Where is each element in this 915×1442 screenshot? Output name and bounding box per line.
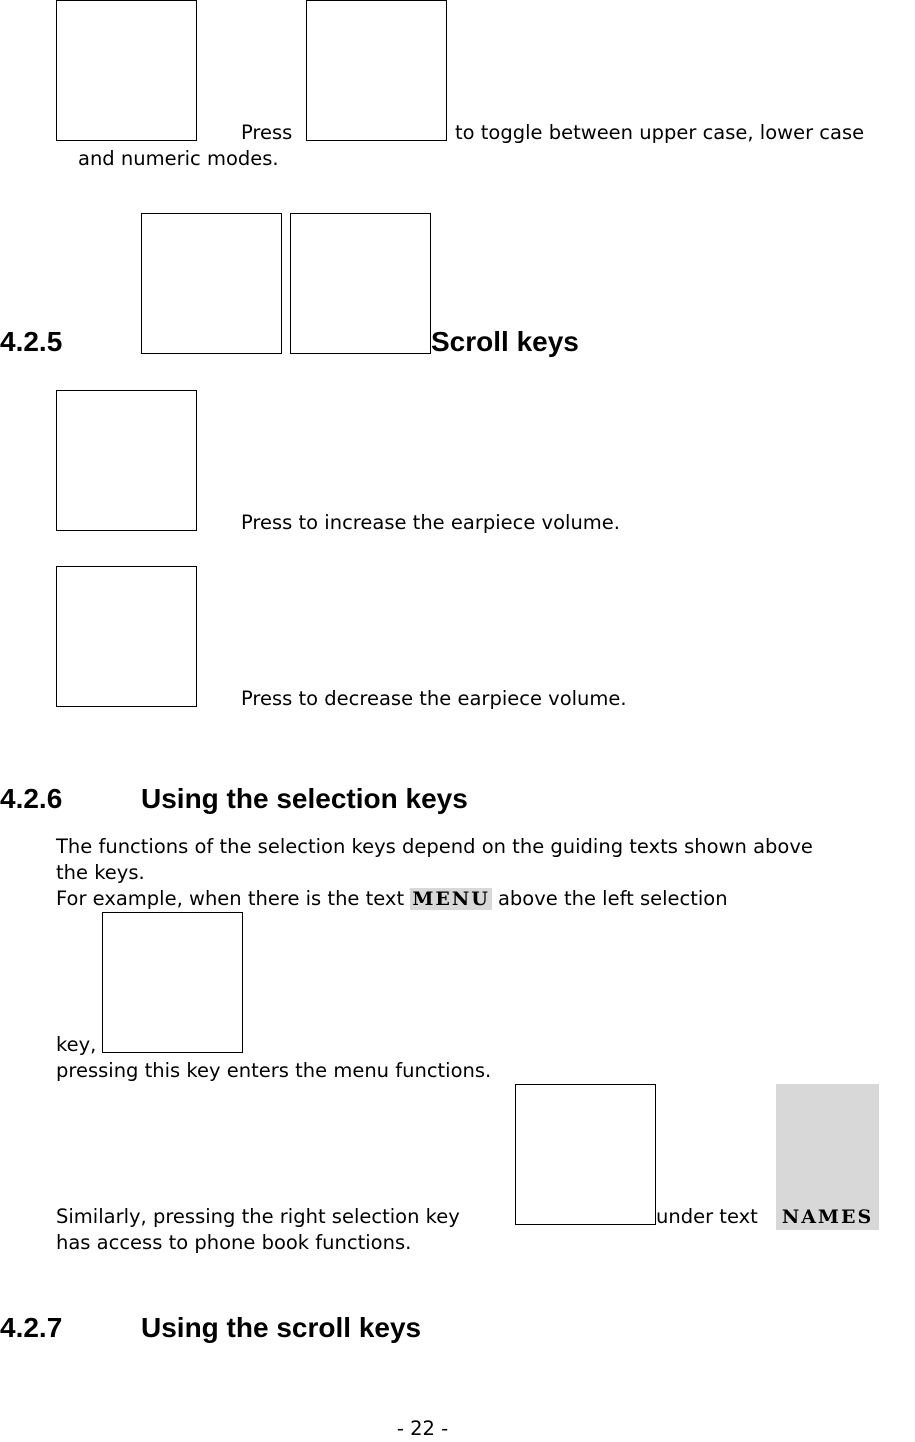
volume-up-key-image (56, 390, 197, 531)
names-softkey-label: NAMES (781, 1206, 874, 1228)
section-title: Scroll keys (431, 326, 579, 357)
example-text-post: above the left selection (497, 887, 728, 910)
decrease-volume-text: Press to decrease the earpiece volume. (241, 687, 627, 710)
similarly-text: Similarly, pressing the right selection key (56, 1205, 460, 1228)
scroll-up-key-image (141, 213, 282, 354)
left-selection-key-image (102, 912, 243, 1053)
section-number: 4.2.6 (0, 783, 63, 814)
section-title: Using the scroll keys (141, 1312, 422, 1343)
press-word: Press (241, 121, 293, 144)
key-image-placeholder (306, 0, 447, 141)
example-line (56, 886, 728, 912)
section-number: 4.2.7 (0, 1312, 63, 1343)
under-text: under text (656, 1205, 758, 1228)
section-number: 4.2.5 (0, 326, 63, 357)
section-title: Using the selection keys (141, 783, 468, 814)
key-word: key, (56, 1033, 97, 1056)
menu-softkey-label: MENU (412, 888, 490, 910)
pressing-text: pressing this key enters the menu functions. (56, 1059, 492, 1082)
section-heading (0, 1312, 421, 1344)
volume-down-key-image (56, 566, 197, 707)
paragraph-line: the keys. (56, 861, 145, 884)
toggle-description: to toggle between upper case, lower case (455, 121, 865, 144)
right-selection-key-image (515, 1084, 656, 1225)
scroll-down-key-image (290, 213, 431, 354)
example-text-pre: For example, when there is the text (56, 887, 405, 910)
page-number: - 22 - (396, 1417, 449, 1440)
key-image-placeholder (56, 0, 197, 141)
paragraph-line: The functions of the selection keys depend on the guiding texts shown above (56, 835, 813, 858)
section-heading (0, 783, 468, 815)
phonebook-text: has access to phone book functions. (56, 1231, 412, 1254)
increase-volume-text: Press to increase the earpiece volume. (241, 511, 620, 534)
toggle-description-cont: and numeric modes. (78, 147, 279, 170)
